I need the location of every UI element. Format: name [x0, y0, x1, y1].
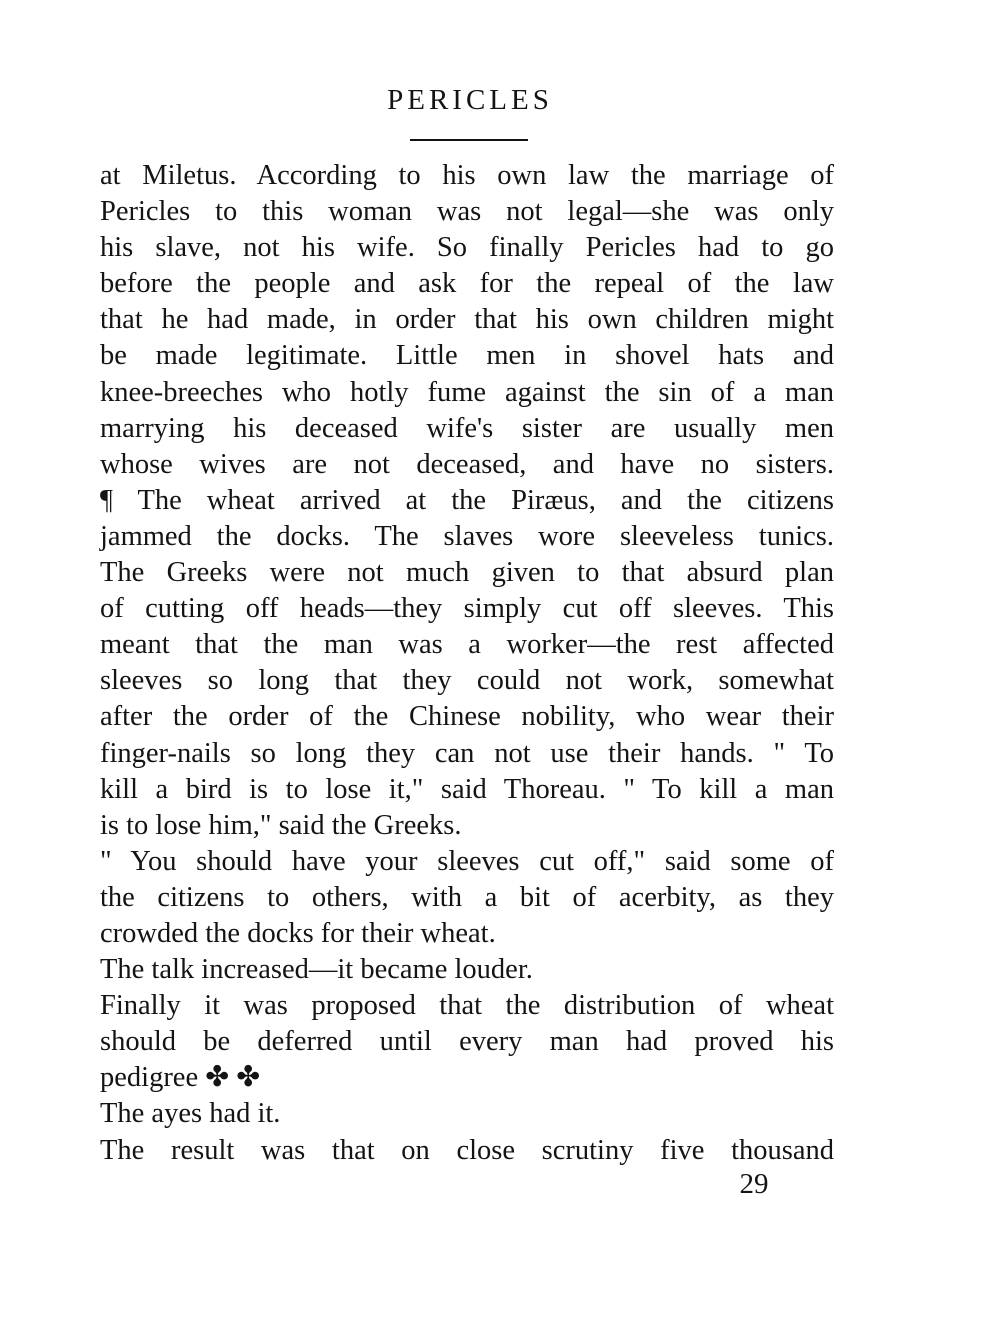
text-line: crowded the docks for their wheat. — [100, 917, 496, 949]
body-text — [100, 158, 834, 1169]
text-line: The result was that on close scrutiny five thousand — [100, 1134, 834, 1166]
header-rule — [410, 139, 528, 141]
text-line: his slave, not his wife. So finally Pericles had to go — [100, 232, 834, 264]
text-line: finger-nails so long they can not use their hands. " To — [100, 737, 834, 769]
text-line: before the people and ask for the repeal of the law — [100, 268, 834, 300]
text-line: meant that the man was a worker—the rest affected — [100, 629, 834, 661]
text-line: " You should have your sleeves cut off," said some of — [100, 845, 834, 877]
text-line: ¶ The wheat arrived at the Piræus, and the citizens — [100, 484, 834, 516]
running-head: PERICLES — [387, 84, 553, 116]
text-line: Pericles to this woman was not legal—she was only — [100, 196, 834, 228]
text-line: knee-breeches who hotly fume against the sin of a man — [100, 376, 834, 408]
text-line: marrying his deceased wife's sister are usually men — [100, 412, 834, 444]
text-line: of cutting off heads—they simply cut off sleeves. This — [100, 593, 834, 625]
text-line: is to lose him," said the Greeks. — [100, 809, 462, 841]
text-line: Finally it was proposed that the distribution of wheat — [100, 990, 834, 1022]
page-number: 29 — [739, 1168, 769, 1200]
text-line: The ayes had it. — [100, 1098, 281, 1130]
text-line: The talk increased—it became louder. — [100, 954, 533, 986]
text-line: pedigree ✤ ✤ — [100, 1062, 261, 1094]
text-line: jammed the docks. The slaves wore sleeveless tunics. — [100, 520, 834, 552]
text-line: The Greeks were not much given to that absurd plan — [100, 557, 834, 589]
text-line: should be deferred until every man had proved his — [100, 1026, 834, 1058]
text-line: be made legitimate. Little men in shovel hats and — [100, 340, 834, 372]
text-line: after the order of the Chinese nobility, who wear their — [100, 701, 834, 733]
text-line: whose wives are not deceased, and have no sisters. — [100, 448, 834, 480]
text-line: at Miletus. According to his own law the marriage of — [100, 160, 834, 191]
text-line: the citizens to others, with a bit of acerbity, as they — [100, 881, 834, 913]
text-line: that he had made, in order that his own children might — [100, 304, 834, 336]
text-line: kill a bird is to lose it," said Thoreau. " To kill a man — [100, 773, 834, 805]
text-line: sleeves so long that they could not work, somewhat — [100, 665, 834, 697]
